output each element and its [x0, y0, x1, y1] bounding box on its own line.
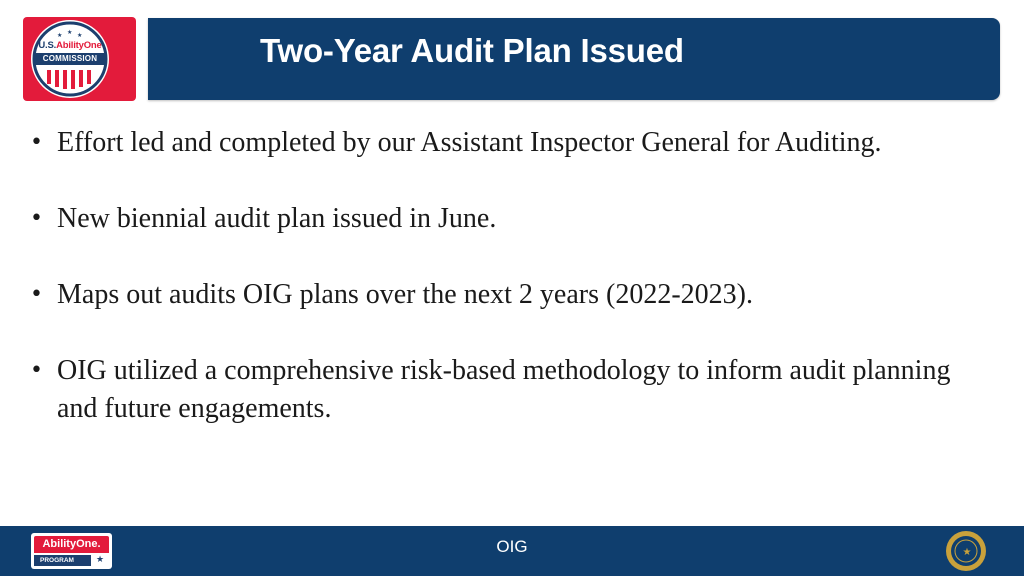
svg-text:★: ★: [77, 32, 83, 39]
bullet-marker: •: [30, 282, 43, 307]
star-icon: ★: [91, 555, 109, 566]
program-logo-name: AbilityOne.: [34, 536, 109, 553]
svg-text:★: ★: [962, 547, 972, 558]
logo-seal: [31, 20, 109, 98]
oig-seal-icon: [938, 529, 994, 573]
bullet-text: Effort led and completed by our Assistant Inspector General for Auditing.: [57, 127, 882, 158]
bullet-marker: •: [30, 358, 43, 383]
bullet-item: [30, 276, 990, 314]
bullet-item: [30, 124, 990, 162]
bullet-marker: •: [30, 206, 43, 231]
footer-label: OIG: [496, 537, 528, 556]
page-title: Two-Year Audit Plan Issued: [260, 32, 684, 69]
bullet-text: New biennial audit plan issued in June.: [57, 203, 497, 234]
bullet-marker: •: [30, 130, 43, 155]
logo-commission-band: COMMISSION: [35, 53, 105, 65]
bullet-item: [30, 352, 990, 428]
footer-bar: [0, 526, 1024, 576]
svg-text:★: ★: [57, 32, 63, 39]
commission-logo: [23, 17, 136, 101]
svg-text:★: ★: [67, 29, 73, 36]
bullet-text: Maps out audits OIG plans over the next 2 years (2022-2023).: [57, 279, 753, 310]
program-logo-word: PROGRAM: [40, 557, 74, 564]
bullet-item: [30, 200, 990, 238]
title-bar: [148, 18, 1000, 100]
logo-wordmark: U.S.AbilityOne: [38, 40, 102, 51]
bullet-list: [30, 124, 990, 428]
bullet-text: OIG utilized a comprehensive risk-based methodology to inform audit planning and future engagements.: [57, 355, 951, 424]
